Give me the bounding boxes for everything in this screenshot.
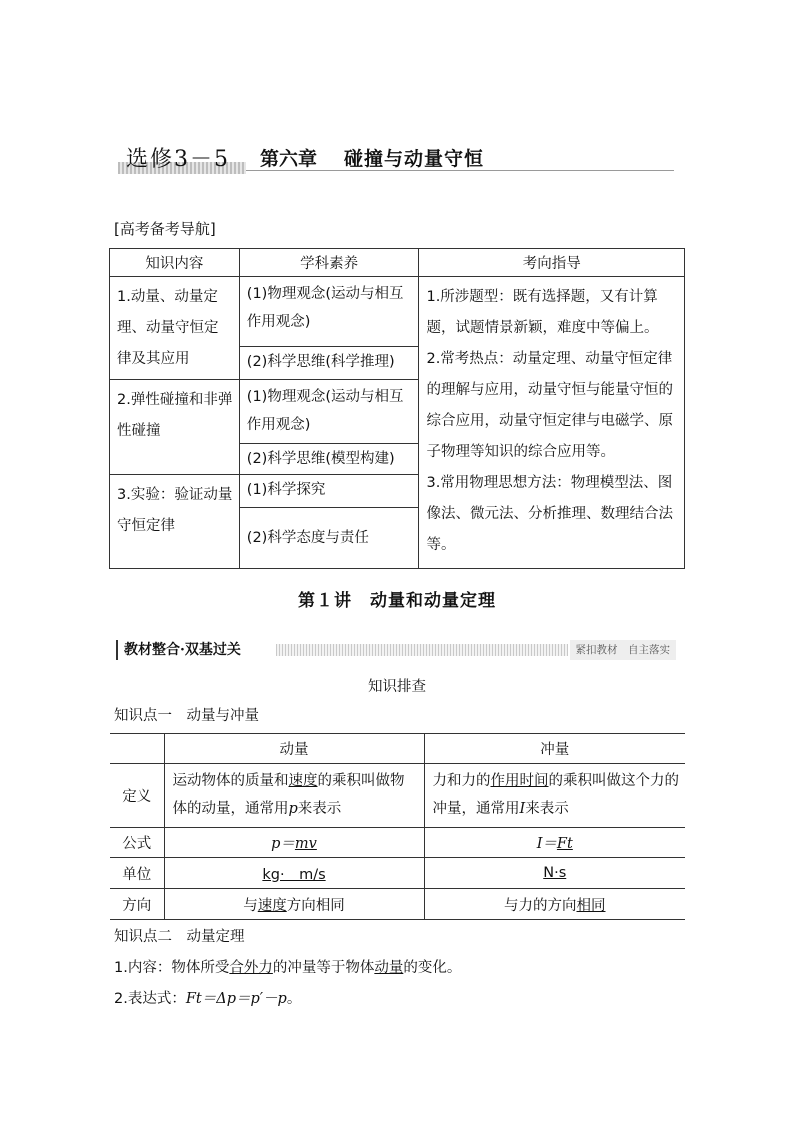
knowledge-point-1: 知识点一 动量与冲量: [114, 708, 259, 724]
mi-row-direction-label: 方向: [110, 889, 164, 920]
nav-content-3: 3.实验：验证动量守恒定律: [117, 487, 233, 534]
theorem-formula-end: 。: [286, 991, 302, 1007]
mi-momentum-direction: [164, 889, 424, 920]
mi-impulse-unit: [424, 858, 685, 889]
nav-content-2: 2.弹性碰撞和非弹性碰撞: [117, 392, 233, 439]
theorem-content-post: 的变化。: [403, 960, 462, 976]
knowledge-point-2: 知识点二 动量定理: [114, 929, 245, 945]
theorem-formula-label: 2.表达式：: [114, 991, 186, 1007]
mi-momentum-def-part3: 来表示: [297, 801, 342, 817]
nav-guidance-1: 1.所涉题型：既有选择题，又有计算题，试题情景新颖，难度中等偏上。: [426, 289, 659, 336]
mi-momentum-unit: [164, 858, 424, 889]
mi-impulse-formula: [424, 828, 685, 858]
lecture-title: 第１讲 动量和动量定理: [298, 591, 496, 611]
section-band-subtitle: 紧扣教材 自主落实: [570, 640, 677, 660]
chapter-title: 碰撞与动量守恒: [344, 148, 485, 170]
nav-header-guidance: 考向指导: [419, 249, 685, 277]
nav-literacy-1a: (1)物理观念(运动与相互作用观念): [246, 286, 404, 330]
theorem-formula-expression: Ft＝Δp＝p′－p: [185, 991, 287, 1007]
exam-nav-table: [109, 248, 685, 569]
mi-momentum-def-part1: 运动物体的质量和: [172, 773, 289, 789]
mi-impulse-def-part1: 力和力的: [432, 773, 491, 789]
nav-label: [高考备考导航]: [114, 220, 216, 238]
section-band: [116, 640, 676, 660]
mi-row-definition-label: 定义: [110, 764, 164, 828]
mi-impulse-def-symbol: I: [519, 801, 526, 817]
mi-momentum-def-symbol: p: [288, 801, 298, 817]
theorem-content-pre: 1.内容：物体所受: [114, 960, 230, 976]
mi-impulse-def-time: 作用时间: [490, 773, 549, 789]
mi-impulse-formula-lhs: I＝: [536, 836, 557, 852]
nav-header-literacy: 学科素养: [239, 249, 419, 277]
theorem-momentum: 动量: [374, 960, 404, 976]
chapter-header: [118, 140, 674, 180]
nav-content-1: 1.动量、动量定理、动量守恒定律及其应用: [117, 289, 219, 367]
mi-momentum-def-part2: 的乘积叫做物体的动量，通常用: [172, 773, 405, 817]
mi-header-blank: [110, 734, 164, 764]
nav-literacy-2a: (1)物理观念(运动与相互作用观念): [246, 389, 404, 433]
mi-momentum-def-velocity: 速度: [288, 773, 318, 789]
mi-momentum-formula-lhs: p＝: [271, 836, 295, 852]
mi-impulse-def-part3: 来表示: [525, 801, 569, 817]
nav-header-content: 知识内容: [110, 249, 240, 277]
mi-row-formula-label: 公式: [110, 828, 164, 858]
knowledge-heading: 知识排查: [368, 679, 426, 695]
nav-literacy-3a: (1)科学探究: [246, 482, 326, 498]
mi-momentum-dir-velocity: 速度: [257, 897, 287, 914]
mi-impulse-dir-pre: 与力的方向: [504, 897, 577, 914]
momentum-impulse-table: [110, 733, 685, 920]
nav-literacy-3b: (2)科学态度与责任: [246, 530, 369, 546]
mi-momentum-dir-pre: 与: [243, 897, 258, 914]
mi-header-momentum: 动量: [164, 734, 424, 764]
section-band-title: 教材整合·双基过关: [116, 640, 249, 660]
chapter-number: 第六章: [260, 148, 318, 170]
theorem-formula: [114, 987, 301, 1008]
mi-impulse-direction: [424, 889, 685, 920]
nav-guidance: [419, 277, 684, 565]
theorem-net-force: 合外力: [229, 960, 273, 976]
mi-impulse-def-part2: 的乘积叫做这个力的冲量，通常用: [432, 773, 679, 817]
mi-momentum-dir-post: 方向相同: [286, 897, 345, 914]
mi-impulse-dir-same: 相同: [576, 897, 606, 914]
mi-momentum-formula: [164, 828, 424, 858]
mi-impulse-definition: [424, 764, 685, 828]
mi-momentum-formula-rhs: mv: [294, 836, 317, 852]
nav-literacy-1b: (2)科学思维(科学推理): [246, 353, 395, 370]
mi-momentum-unit-value: kg· m/s: [262, 866, 326, 883]
theorem-content: [114, 956, 461, 977]
mi-header-impulse: 冲量: [424, 734, 685, 764]
nav-guidance-2: 2.常考热点：动量定理、动量守恒定律的理解与应用，动量守恒与能量守恒的综合应用，动量守恒定律与电磁学、原子物理等知识的综合应用等。: [426, 351, 673, 460]
nav-literacy-2b: (2)科学思维(模型构建): [246, 450, 395, 467]
mi-impulse-formula-rhs: Ft: [556, 836, 573, 852]
nav-guidance-3: 3.常用物理思想方法：物理模型法、图像法、微元法、分析推理、数理结合法等。: [426, 475, 673, 553]
mi-momentum-definition: [164, 764, 424, 828]
mi-row-unit-label: 单位: [110, 858, 164, 889]
section-band-pattern: [276, 644, 568, 656]
mi-impulse-unit-value: N·s: [543, 865, 567, 881]
theorem-content-mid: 的冲量等于物体: [272, 960, 375, 976]
series-label: 选修3－5: [126, 147, 230, 172]
